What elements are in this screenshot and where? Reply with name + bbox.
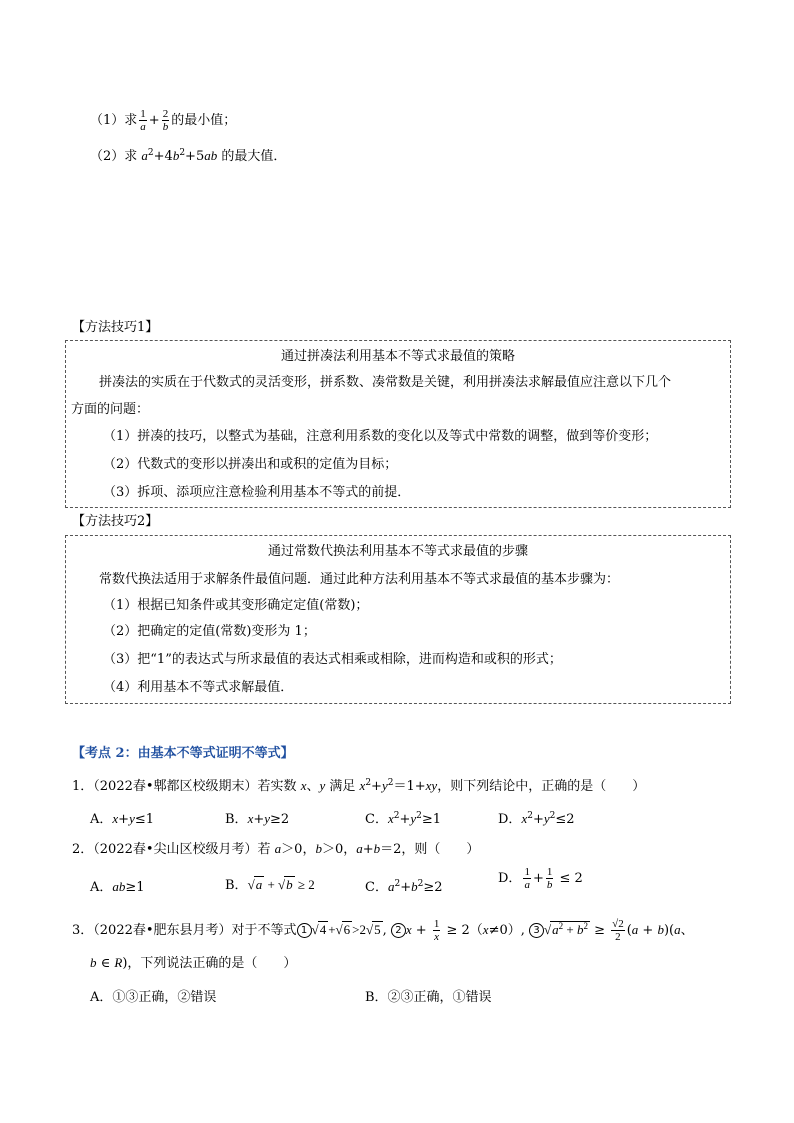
method1-intro-line2: 方面的问题：: [71, 402, 150, 417]
question-1: 1．（2022春•郫都区校级期末）若实数 x、y 满足 $x^2+y^2=1+xy$，则下列结论中，正确的是（ ）: [72, 778, 646, 794]
method1-item-1: （1）拼凑的技巧，以整式为基础，注意利用系数的变化以及等式中常数的调整，做到等价变形；: [103, 429, 658, 444]
q3-line2-text: ，下列说法正确的是（ ）: [127, 956, 297, 971]
q1-option-d-letter: D．: [498, 812, 522, 827]
circled-3: 3: [529, 923, 544, 938]
method2-item-3: （3）把“1”的表达式与所求最值的表达式相乘或相除，进而构造和或积的形式；: [103, 652, 562, 667]
q2-option-a-letter: A．: [90, 880, 113, 895]
q3-option-b[interactable]: B．②③正确，①错误: [365, 990, 492, 1005]
question-3-line2: b ∈ R)，下列说法正确的是（ ）: [90, 955, 297, 971]
q2-option-d-letter: D．: [498, 871, 522, 886]
method2-item-1: （1）根据已知条件或其变形确定定值(常数)；: [103, 598, 369, 613]
q2-option-b[interactable]: B．√a + √b ≥ 2: [225, 877, 315, 893]
q1-option-c-letter: C．: [365, 812, 388, 827]
method2-box: [65, 535, 731, 704]
q1-option-b-letter: B．: [225, 812, 248, 827]
q2-prefix: （2）求: [90, 149, 142, 164]
q3-number: 3．: [72, 923, 94, 938]
method2-intro: 常数代换法适用于求解条件最值问题．通过此种方法利用基本不等式求最值的基本步骤为：: [99, 572, 620, 587]
kaodian-heading: 【考点 2：由基本不等式证明不等式】: [72, 746, 294, 761]
method2-item-2: （2）把确定的定值(常数)变形为 1；: [103, 624, 316, 639]
fraction-sqrt2-over-2: $\frac{√2}{2}$: [612, 918, 624, 943]
q2-number: 2．: [72, 842, 94, 857]
fraction-2-over-b: $\frac{2}{b}$: [162, 108, 169, 133]
fraction-1-over-x: $\frac{1}{x}$: [433, 918, 440, 943]
q2-option-d[interactable]: D． $\frac{1}{a}$ + $\frac{1}{b}$ ≤ 2: [498, 866, 583, 891]
method1-title: 通过拼凑法利用基本不等式求最值的策略: [280, 349, 515, 364]
method1-item-2: （2）代数式的变形以拼凑出和或积的定值为目标；: [103, 457, 398, 472]
problem-part-1: （1）求 $\frac{1}{a}$ + $\frac{2}{b}$ 的最小值；: [90, 108, 237, 133]
method1-label: 【方法技巧1】: [72, 320, 159, 335]
q2-option-c-letter: C．: [365, 880, 388, 895]
problem-part-2: （2）求 $a^2+4b^2+5ab$ 的最大值．: [90, 148, 287, 164]
question-3: 3．（2022春•肥东县月考）对于不等式 1 √4 +√6 >2√5 , 2 x + $\frac{1}{x}$ ≥ 2（x≠0）, 3 $√a^2 + b^2$ ≥ $\frac{√2}{2}$ (a + b)(a、: [72, 918, 694, 943]
q2-option-a[interactable]: A．ab≥1: [90, 879, 145, 895]
circled-1: 1: [297, 923, 312, 938]
q2-stem: （2022春•尖山区校级月考）若: [93, 842, 275, 857]
method1-box: [65, 340, 731, 508]
q1-number: 1．: [72, 779, 94, 794]
q2-suffix: 的最大值．: [217, 149, 287, 164]
q1-suffix: 的最小值；: [171, 113, 237, 128]
q1-option-d[interactable]: D．$x^2+y^2\le 2$: [498, 811, 575, 827]
q1-tail: ，则下列结论中，正确的是（ ）: [437, 779, 646, 794]
fraction-1-over-a-opt: $\frac{1}{a}$: [524, 866, 530, 891]
method1-item-3: （3）拆项、添项应注意检验利用基本不等式的前提．: [103, 485, 411, 500]
fraction-1-over-a: $\frac{1}{a}$: [140, 108, 146, 133]
q1-prefix: （1）求: [90, 113, 138, 128]
q1-option-c[interactable]: C．$x^2+y^2\ge 1$: [365, 811, 442, 827]
q2-tail: ，则（ ）: [401, 842, 480, 857]
method1-intro-line1: 拼凑法的实质在于代数式的灵活变形，拼系数、凑常数是关键，利用拼凑法求解最值应注意以下几个: [99, 375, 672, 390]
method2-item-4: （4）利用基本不等式求解最值．: [103, 680, 294, 695]
q1-option-a-letter: A．: [90, 812, 113, 827]
method2-label: 【方法技巧2】: [72, 514, 159, 529]
q2-option-c[interactable]: C．$a^2+b^2\ge 2$: [365, 879, 443, 895]
q3-option-a[interactable]: A．①③正确，②错误: [90, 990, 217, 1005]
fraction-1-over-b-opt: $\frac{1}{b}$: [546, 866, 553, 891]
q3-stem: （2022春•肥东县月考）对于不等式: [93, 923, 297, 938]
question-2: 2．（2022春•尖山区校级月考）若 a＞0，b＞0，a+b＝2，则（ ）: [72, 841, 480, 857]
q1-mid: 满足: [325, 779, 360, 794]
circled-2: 2: [391, 923, 406, 938]
q1-option-b[interactable]: B．x+y≥2: [225, 811, 290, 827]
q1-stem: （2022春•郫都区校级期末）若实数: [93, 779, 297, 794]
q2-option-b-letter: B．: [225, 878, 248, 893]
method2-title: 通过常数代换法利用基本不等式求最值的步骤: [267, 544, 528, 559]
q1-option-a[interactable]: A．x+y≤1: [90, 811, 155, 827]
